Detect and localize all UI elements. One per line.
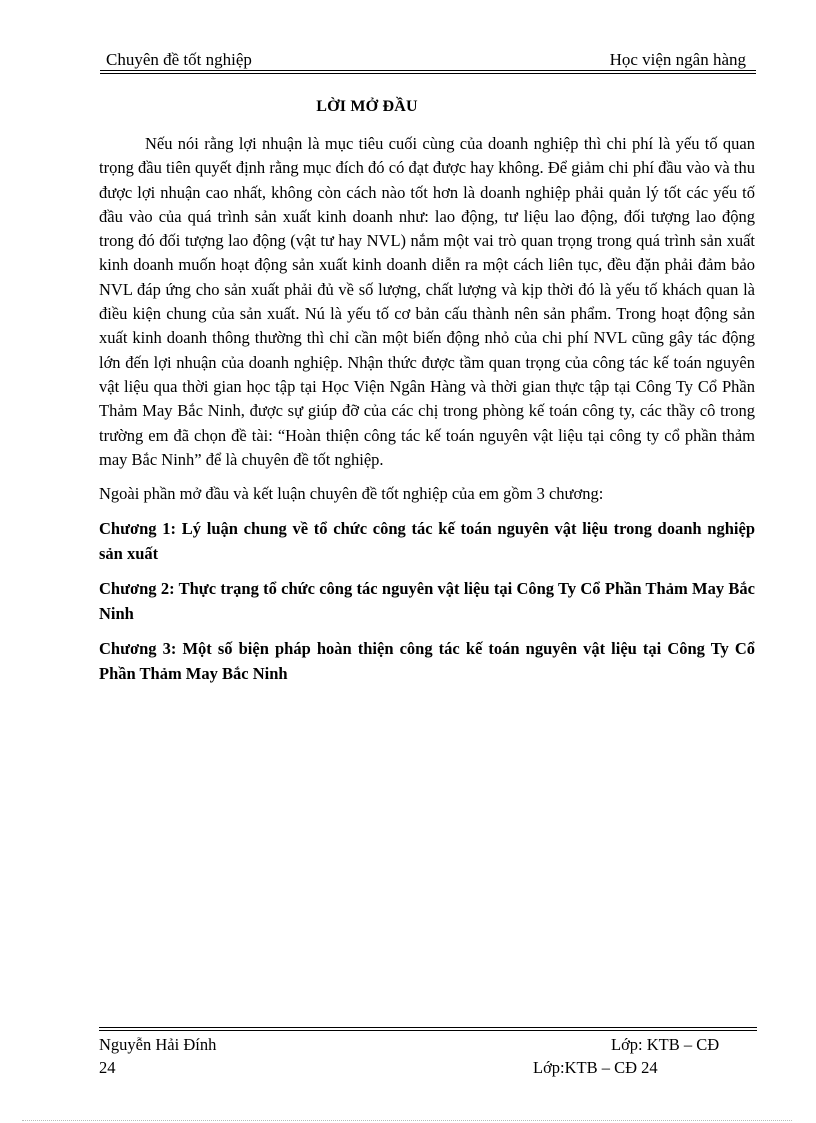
header-divider <box>100 70 756 74</box>
chapter-1: Chương 1: Lý luận chung về tổ chức công tác kế toán nguyên vật liệu trong doanh nghiệp sản xuất <box>99 519 755 564</box>
footer-divider <box>99 1027 757 1031</box>
chapters-intro-paragraph: Ngoài phần mở đầu và kết luận chuyên đề tốt nghiệp của em gồm 3 chương: <box>99 484 604 504</box>
header-left-text: Chuyên đề tốt nghiệp <box>106 50 252 69</box>
intro-paragraph: Nếu nói rằng lợi nhuận là mục tiêu cuối cùng của doanh nghiệp thì chi phí là yếu tố quan trọng đầu tiên quyết định rằng mục đích đó có đạt được hay không. Để giảm chi phí đầu vào và thu được lợi nhuận cao nhất, không còn cách nào tốt hơn là doanh nghiệp phải quản lý tốt các yếu tố đầu vào của quá trình sản xuất kinh doanh như: lao động, tư liệu lao động, đối tượng lao động trong đó đối tượng lao động (vật tư hay NVL) nắm một vai trò quan trọng trong quá trình sản xuất kinh doanh muốn hoạt động sản xuất kinh doanh diễn ra một cách liên tục, đều đặn phải đảm bảo NVL đáp ứng cho sản xuất phải đủ về số lượng, chất lượng và kịp thời đó là yếu tố khách quan là điều kiện chung của sản xuất. Nú là yếu tố cơ bản cấu thành nên sản phẩm. Trong hoạt động sản xuất kinh doanh thông thường thì chỉ cần một biến động nhỏ của chi phí NVL cũng gây tác động lớn đến lợi nhuận của doanh nghiệp. Nhận thức được tầm quan trọng của công tác kế toán nguyên vật liệu qua thời gian học tập tại Học Viện Ngân Hàng và thời gian thực tập tại Công Ty Cổ Phần Thảm May Bắc Ninh, được sự giúp đỡ của các chị trong phòng kế toán công ty, các thầy cô trong trường em đã chọn đề tài: “Hoàn thiện công tác kế toán nguyên vật liệu tại công ty cổ phần thảm may Bắc Ninh” để là chuyên đề tốt nghiệp. <box>99 134 755 469</box>
header-right-text: Học viện ngân hàng <box>609 50 746 69</box>
page-header <box>100 46 756 70</box>
page-title <box>0 98 816 116</box>
footer-author: Nguyễn Hải Đính <box>99 1035 217 1054</box>
page-bottom-edge <box>22 1120 792 1121</box>
footer-class-label-page: Lớp:KTB – CĐ 24 <box>533 1058 658 1077</box>
page-title-text: LỜI MỞ ĐẦU <box>316 98 418 115</box>
footer-page-number: 24 <box>99 1058 116 1077</box>
chapter-3: Chương 3: Một số biện pháp hoàn thiện công tác kế toán nguyên vật liệu tại Công Ty Cổ Phần Thảm May Bắc Ninh <box>99 639 755 684</box>
document-body <box>99 132 755 686</box>
footer-class-label: Lớp: KTB – CĐ <box>611 1035 720 1054</box>
chapter-2: Chương 2: Thực trạng tổ chức công tác nguyên vật liệu tại Công Ty Cổ Phần Thảm May Bắc Ninh <box>99 579 755 624</box>
